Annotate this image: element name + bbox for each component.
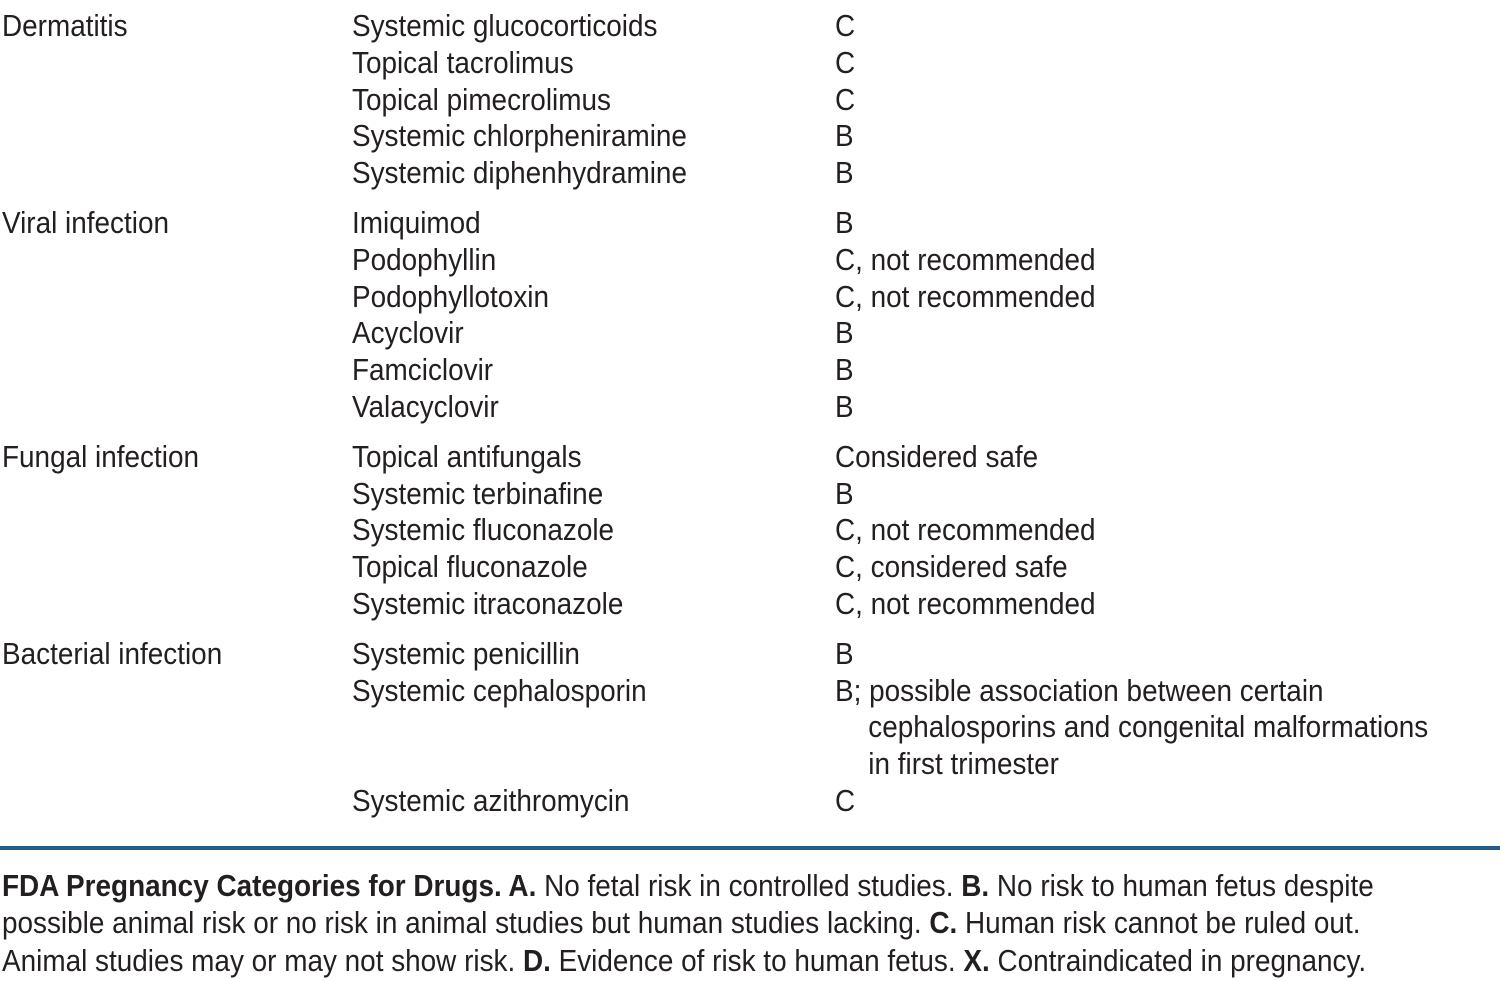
footnote-text: No fetal risk in controlled studies. [536,868,962,903]
drug-name: Systemic terbinafine [352,475,604,511]
pregnancy-category [835,389,1432,426]
drug-name: Systemic azithromycin [352,782,630,818]
pregnancy-category [835,352,1432,389]
category-text: B; possible association between certain [835,672,1324,708]
condition-label: Bacterial infection [2,635,223,671]
pregnancy-category [835,242,1432,279]
table-row [352,155,1498,192]
category-text: B [835,155,854,191]
category-text: cephalosporins and congenital malformations [868,709,1429,745]
footnote-line [2,904,1496,941]
drug-name: Systemic penicillin [352,635,580,671]
category-text: in first trimester [868,746,1059,782]
condition-group [2,8,1498,192]
pregnancy-category [835,155,1432,192]
category-text: B [835,475,854,511]
pregnancy-category [835,476,1432,513]
footnote-text: Animal studies may or may not show risk. [2,942,523,978]
footnote-line [2,942,1496,979]
footnote [2,867,1496,979]
table-row [352,45,1498,82]
drug-name: Imiquimod [352,204,481,240]
pregnancy-category [835,636,1432,673]
footnote-bold-text: D. [522,942,551,978]
footnote-divider [0,846,1500,850]
category-text: C, considered safe [835,549,1068,585]
table-row [352,512,1498,549]
category-text: C, not recommended [835,278,1096,314]
table-row [352,586,1498,623]
drug-category-table [2,8,1498,833]
pregnancy-category [835,673,1432,783]
table-row [352,315,1498,352]
drug-name: Systemic chlorpheniramine [352,118,687,154]
drug-rows [352,8,1498,192]
pregnancy-category [835,8,1432,45]
table-row [352,242,1498,279]
pregnancy-category [835,45,1432,82]
drug-rows [352,439,1498,623]
condition-group [2,205,1498,426]
footnote-line [2,867,1496,904]
footnote-text: No risk to human fetus despite [989,868,1374,903]
table-row [352,8,1498,45]
category-text: C [835,782,856,818]
drug-name: Topical pimecrolimus [352,81,611,117]
table-row [352,205,1498,242]
table-row [352,476,1498,513]
category-text: B [835,635,854,671]
condition-group [2,439,1498,623]
pregnancy-category [835,205,1432,242]
pregnancy-category [835,549,1432,586]
drug-name: Topical fluconazole [352,549,588,585]
category-text: C [835,81,856,117]
pregnancy-category [835,439,1432,476]
table-row [352,279,1498,316]
table-row [352,439,1498,476]
table-row [352,783,1498,820]
drug-name: Topical tacrolimus [352,44,574,80]
pregnancy-category [835,82,1432,119]
category-text: Considered safe [835,438,1039,474]
drug-name: Podophyllotoxin [352,278,550,314]
table-row [352,118,1498,155]
condition-label: Fungal infection [2,438,199,474]
category-text: B [835,204,854,240]
category-text: B [835,315,854,351]
table-row [352,673,1498,783]
pregnancy-category [835,586,1432,623]
drug-name: Systemic diphenhydramine [352,155,687,191]
footnote-text: Evidence of risk to human fetus. [550,942,964,978]
category-text: C, not recommended [835,585,1096,621]
category-text: C [835,44,856,80]
drug-name: Acyclovir [352,315,464,351]
condition-label: Dermatitis [2,8,128,43]
pregnancy-category [835,279,1432,316]
footnote-text: Contraindicated in pregnancy. [989,942,1367,978]
category-text: C, not recommended [835,512,1096,548]
drug-name: Topical antifungals [352,438,582,474]
footnote-text: possible animal risk or no risk in animal studies but human studies lacking. [2,905,930,941]
drug-rows [352,636,1498,820]
category-text: B [835,352,854,388]
footnote-bold-text: X. [963,942,990,978]
pregnancy-category [835,512,1432,549]
footnote-bold-text: B. [961,868,990,903]
category-text: B [835,118,854,154]
footnote-bold-text: FDA Pregnancy Categories for Drugs. A. [2,868,537,903]
condition-label: Viral infection [2,204,169,240]
drug-name: Valacyclovir [352,388,499,424]
category-text: C [835,8,856,43]
table-row [352,636,1498,673]
drug-rows [352,205,1498,426]
condition-group [2,636,1498,820]
category-text: B [835,388,854,424]
table-row [352,389,1498,426]
drug-name: Systemic itraconazole [352,585,624,621]
pregnancy-category [835,315,1432,352]
footnote-bold-text: C. [929,905,958,941]
drug-name: Systemic cephalosporin [352,672,647,708]
table-row [352,82,1498,119]
category-text: C, not recommended [835,241,1096,277]
pregnancy-category [835,783,1432,820]
drug-name: Systemic fluconazole [352,512,615,548]
drug-name: Podophyllin [352,241,497,277]
drug-name: Famciclovir [352,352,494,388]
table-row [352,352,1498,389]
drug-name: Systemic glucocorticoids [352,8,658,43]
footnote-text: Human risk cannot be ruled out. [957,905,1361,941]
table-row [352,549,1498,586]
pregnancy-category [835,118,1432,155]
